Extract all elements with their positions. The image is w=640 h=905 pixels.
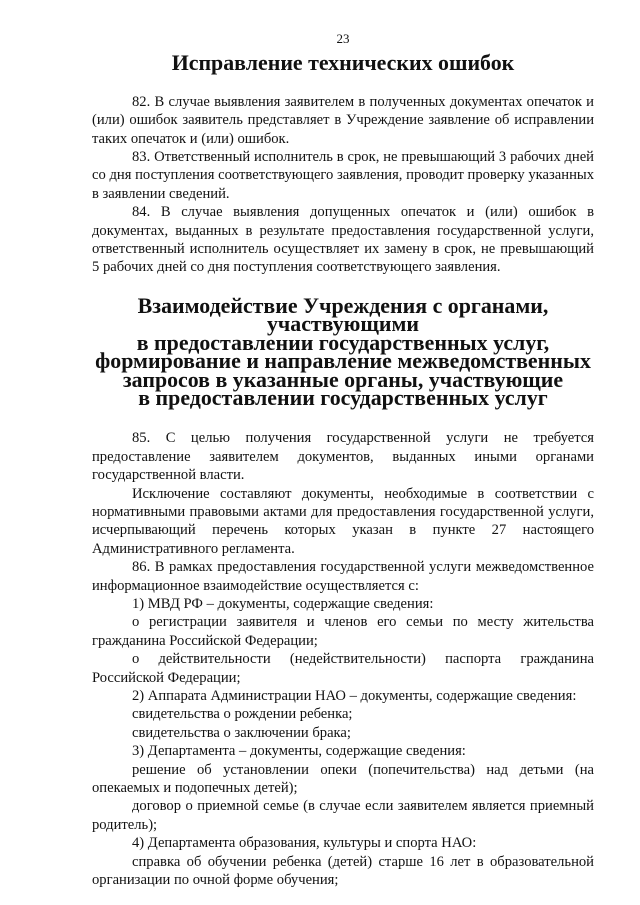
paragraph-82: 82. В случае выявления заявителем в полученных документах опечаток и (или) ошибок заявитель представляет в Учреждение заявление об исправлении таких опечаток и (или) ошибок. bbox=[92, 93, 594, 147]
list-item-mvd: 1) МВД РФ – документы, содержащие сведения: bbox=[132, 595, 434, 612]
paragraph-85: 85. С целью получения государственной услуги не требуется предоставление заявителем документов, выданных иными органами государственной власти. bbox=[92, 430, 594, 484]
list-item-birth-certificate: свидетельства о рождении ребенка; bbox=[132, 706, 353, 723]
list-item-passport: о действительности (недействительности) паспорта гражданина Российской Федерации; bbox=[92, 651, 594, 686]
page-number: 23 bbox=[336, 31, 350, 46]
list-item-guardianship: решение об установлении опеки (попечительства) над детьми (на опекаемых и подопечных детей); bbox=[92, 761, 594, 797]
list-item-marriage-certificate: свидетельства о заключении брака; bbox=[132, 724, 351, 741]
heading-line: формирование и направление межведомственных bbox=[95, 348, 591, 374]
list-item-registration: о регистрации заявителя и членов его семьи по месту жительства гражданина Российской Федерации; bbox=[92, 614, 594, 649]
paragraph-83: 83. Ответственный исполнитель в срок, не превышающий 3 рабочих дней со дня поступления соответствующего заявления, проводит проверку указанных в заявлении сведений. bbox=[92, 149, 594, 202]
list-item-education-department: 4) Департамента образования, культуры и спорта НАО: bbox=[132, 835, 477, 852]
section-heading-interaction bbox=[92, 292, 594, 410]
paragraph-84: 84. В случае выявления допущенных опечаток и (или) ошибок в документах, выданных в результате предоставления государственной услуги, ответственный исполнитель осуществляет их замену в срок, не превышающий 5 рабочих дней со дня поступления соответствующего заявления. bbox=[92, 204, 594, 276]
list-item-administration: 2) Аппарата Администрации НАО – документы, содержащие сведения: bbox=[132, 688, 577, 704]
heading-line: запросов в указанные органы, участвующие bbox=[122, 366, 564, 392]
paragraph-86: 86. В рамках предоставления государственной услуги межведомственное информационное взаимодействие осуществляется с: bbox=[92, 559, 594, 594]
list-item-education-certificate: справка об обучении ребенка (детей) старше 16 лет в образовательной организации по очной форме обучения; bbox=[92, 853, 594, 889]
heading-line: в предоставлении государственных услуг bbox=[138, 384, 548, 410]
heading-line: Взаимодействие Учреждения с органами, участвующими bbox=[137, 292, 549, 337]
section-heading-technical-errors: Исправление технических ошибок bbox=[171, 50, 515, 76]
list-item-department: 3) Департамента – документы, содержащие сведения: bbox=[132, 743, 466, 760]
list-item-foster-family: договор о приемной семье (в случае если заявителем является приемный родитель); bbox=[92, 798, 594, 833]
heading-line: в предоставлении государственных услуг, bbox=[136, 329, 550, 355]
paragraph-exception: Исключение составляют документы, необходимые в соответствии с нормативными правовыми актами для предоставления государственной услуги, исчерпывающий перечень которых указан в пункте 27 настоящего Административного регламента. bbox=[92, 485, 594, 557]
